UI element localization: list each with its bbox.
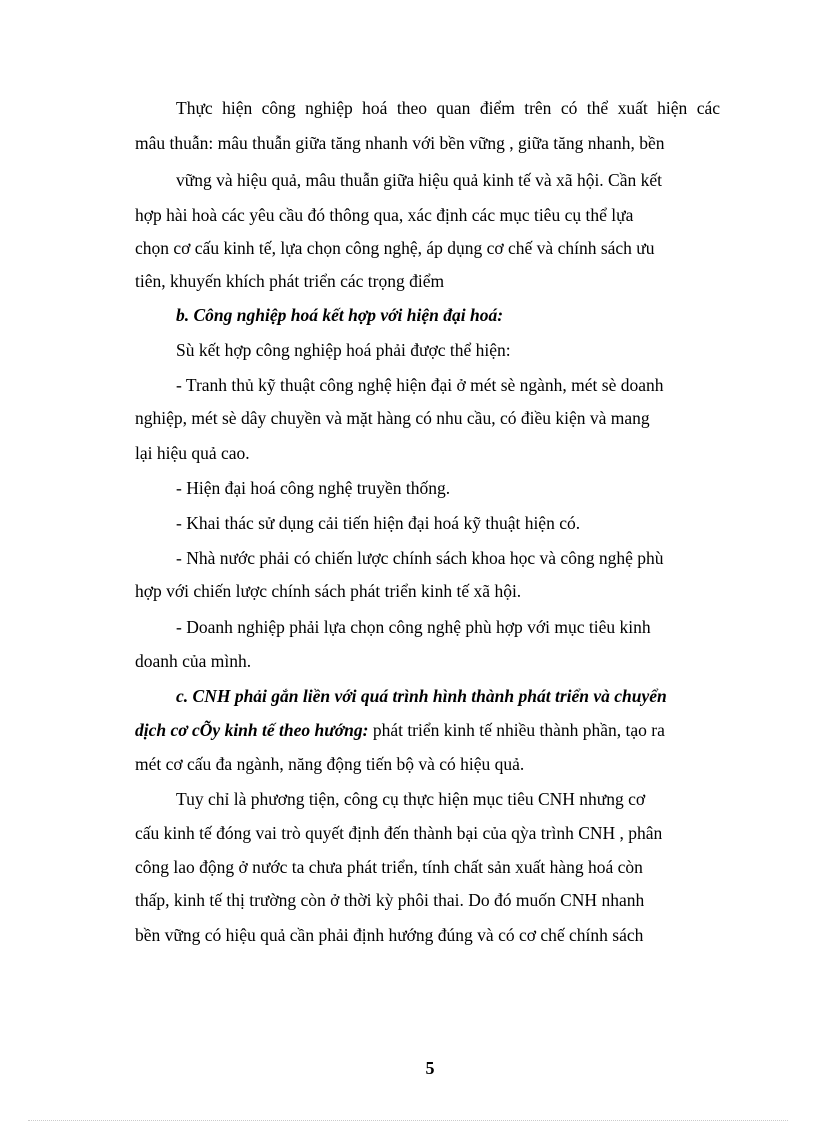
text-line: hợp với chiến lược chính sách phát triển kinh tế xã hội. [135, 581, 522, 601]
text-line: tiên, khuyến khích phát triển các trọng điểm [135, 271, 445, 291]
text-line-mixed [135, 719, 665, 741]
text-line: Thực hiện công nghiệp hoá theo quan điểm trên có thể xuất hiện các [176, 98, 720, 118]
section-heading-b: b. Công nghiệp hoá kết hợp với hiện đại hoá: [176, 305, 504, 325]
text-line: - Nhà nước phải có chiến lược chính sách khoa học và công nghệ phù [176, 548, 664, 568]
section-heading-c-continued: dịch cơ cÕy kinh tế theo hướng: [135, 720, 369, 740]
text-line: - Khai thác sử dụng cải tiến hiện đại hoá kỹ thuật hiện có. [176, 513, 581, 533]
text-line: lại hiệu quả cao. [135, 443, 250, 463]
text-line: cấu kinh tế đóng vai trò quyết định đến thành bại của qỳa trình CNH , phân [135, 823, 663, 843]
page-bottom-rule [28, 1120, 788, 1121]
text-run: phát triển kinh tế nhiều thành phần, tạo ra [368, 720, 665, 740]
text-line: Tuy chỉ là phương tiện, công cụ thực hiện mục tiêu CNH nhưng cơ [176, 789, 646, 809]
text-line: - Doanh nghiệp phải lựa chọn công nghệ phù hợp với mục tiêu kinh [176, 617, 651, 637]
text-line: Sù kết hợp công nghiệp hoá phải được thể hiện: [176, 340, 511, 360]
page-number: 5 [425, 1058, 435, 1078]
text-line: bền vững có hiệu quả cần phải định hướng đúng và có cơ chế chính sách [135, 925, 644, 945]
text-line: - Hiện đại hoá công nghệ truyền thống. [176, 478, 451, 498]
text-line: nghiệp, mét sè dây chuyền và mặt hàng có nhu cầu, có điều kiện và mang [135, 408, 650, 428]
text-line: thấp, kinh tế thị trường còn ở thời kỳ phôi thai. Do đó muốn CNH nhanh [135, 890, 645, 910]
text-line: - Tranh thủ kỹ thuật công nghệ hiện đại ở mét sè ngành, mét sè doanh [176, 375, 664, 395]
text-line: doanh của mình. [135, 651, 252, 671]
text-line: vững và hiệu quả, mâu thuẫn giữa hiệu quả kinh tế và xã hội. Cần kết [176, 170, 663, 190]
section-heading-c: c. CNH phải gắn liền với quá trình hình thành phát triển và chuyển [176, 686, 667, 706]
text-line: hợp hài hoà các yêu cầu đó thông qua, xác định các mục tiêu cụ thể lựa [135, 205, 634, 225]
text-line: công lao động ở nước ta chưa phát triển, tính chất sản xuất hàng hoá còn [135, 857, 643, 877]
text-line: mét cơ cấu đa ngành, năng động tiến bộ và có hiệu quả. [135, 754, 525, 774]
text-line: mâu thuẫn: mâu thuẫn giữa tăng nhanh với bền vững , giữa tăng nhanh, bền [135, 133, 665, 153]
text-line: chọn cơ cấu kinh tế, lựa chọn công nghệ, áp dụng cơ chế và chính sách ưu [135, 238, 655, 258]
